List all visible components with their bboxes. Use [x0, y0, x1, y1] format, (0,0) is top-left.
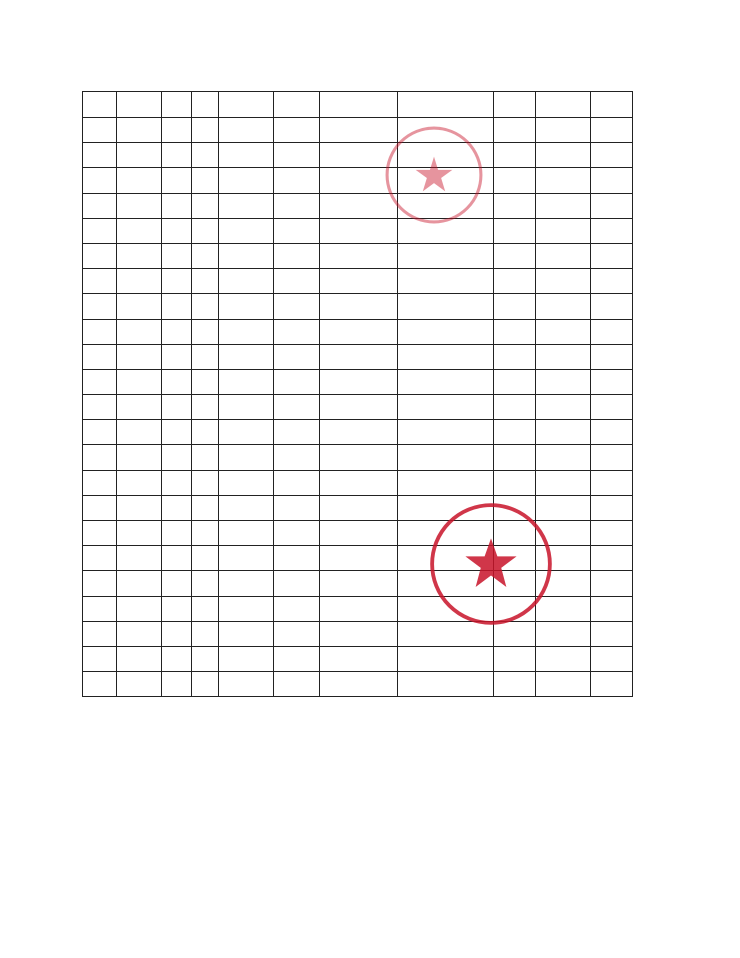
- table-row: [83, 118, 633, 143]
- table-cell: [494, 193, 536, 218]
- table-cell: [274, 470, 320, 495]
- table-cell: [536, 193, 591, 218]
- table-cell: [494, 646, 536, 671]
- column-header: [192, 92, 219, 118]
- table-cell: [536, 571, 591, 596]
- table-cell: [274, 621, 320, 646]
- table-cell: [536, 168, 591, 193]
- table-cell: [494, 344, 536, 369]
- table-cell: [83, 445, 117, 470]
- table-cell: [219, 571, 274, 596]
- table-cell: [494, 369, 536, 394]
- table-header-row: [83, 92, 633, 118]
- table-row: [83, 546, 633, 571]
- table-cell: [162, 294, 192, 319]
- table-cell: [117, 319, 162, 344]
- table-cell: [192, 369, 219, 394]
- table-cell: [83, 596, 117, 621]
- table-cell: [398, 672, 494, 697]
- table-cell: [117, 521, 162, 546]
- table-cell: [83, 495, 117, 520]
- table-cell: [494, 445, 536, 470]
- table-row: [83, 495, 633, 520]
- table-cell: [162, 369, 192, 394]
- table-cell: [398, 571, 494, 596]
- table-cell: [219, 218, 274, 243]
- table-cell: [83, 369, 117, 394]
- table-cell: [219, 621, 274, 646]
- table-cell: [162, 193, 192, 218]
- table-cell: [83, 546, 117, 571]
- table-cell: [320, 521, 398, 546]
- table-cell: [494, 319, 536, 344]
- table-cell: [274, 546, 320, 571]
- table-cell: [117, 571, 162, 596]
- table-row: [83, 646, 633, 671]
- table-cell: [536, 395, 591, 420]
- table-cell: [83, 470, 117, 495]
- table-cell: [536, 118, 591, 143]
- table-cell: [591, 218, 633, 243]
- table-cell: [494, 118, 536, 143]
- table-cell: [274, 521, 320, 546]
- table-cell: [320, 445, 398, 470]
- table-cell: [536, 344, 591, 369]
- table-cell: [274, 395, 320, 420]
- table-cell: [219, 495, 274, 520]
- table-cell: [591, 143, 633, 168]
- table-cell: [398, 319, 494, 344]
- table-cell: [83, 143, 117, 168]
- table-cell: [162, 395, 192, 420]
- table-cell: [192, 395, 219, 420]
- table-cell: [494, 420, 536, 445]
- table-cell: [117, 243, 162, 268]
- table-cell: [162, 420, 192, 445]
- table-cell: [591, 672, 633, 697]
- table-cell: [494, 571, 536, 596]
- table-cell: [117, 118, 162, 143]
- table-cell: [494, 596, 536, 621]
- table-cell: [398, 218, 494, 243]
- table-cell: [536, 369, 591, 394]
- table-cell: [320, 621, 398, 646]
- table-cell: [320, 395, 398, 420]
- table-cell: [274, 269, 320, 294]
- table-cell: [591, 395, 633, 420]
- table-cell: [274, 646, 320, 671]
- table-cell: [162, 596, 192, 621]
- table-cell: [536, 672, 591, 697]
- table-cell: [320, 596, 398, 621]
- table-row: [83, 193, 633, 218]
- table-cell: [162, 445, 192, 470]
- table-cell: [320, 470, 398, 495]
- table-cell: [320, 344, 398, 369]
- table-cell: [274, 294, 320, 319]
- table-cell: [274, 168, 320, 193]
- table-cell: [274, 143, 320, 168]
- table-cell: [192, 269, 219, 294]
- table-cell: [117, 546, 162, 571]
- price-table: [82, 91, 633, 697]
- table-row: [83, 168, 633, 193]
- table-cell: [162, 521, 192, 546]
- table-cell: [398, 118, 494, 143]
- column-header: [274, 92, 320, 118]
- table-cell: [162, 319, 192, 344]
- table-cell: [117, 369, 162, 394]
- table-cell: [591, 470, 633, 495]
- table-cell: [398, 294, 494, 319]
- table-cell: [192, 243, 219, 268]
- table-cell: [117, 193, 162, 218]
- table-cell: [320, 546, 398, 571]
- table-cell: [398, 646, 494, 671]
- table-row: [83, 420, 633, 445]
- table-cell: [494, 243, 536, 268]
- table-cell: [398, 193, 494, 218]
- table-cell: [398, 344, 494, 369]
- table-cell: [192, 445, 219, 470]
- table-cell: [83, 395, 117, 420]
- table-cell: [162, 646, 192, 671]
- table-cell: [591, 193, 633, 218]
- table-cell: [192, 420, 219, 445]
- table-row: [83, 445, 633, 470]
- table-cell: [591, 571, 633, 596]
- table-cell: [536, 546, 591, 571]
- table-cell: [320, 193, 398, 218]
- table-cell: [398, 168, 494, 193]
- table-cell: [83, 118, 117, 143]
- table-cell: [162, 571, 192, 596]
- table-cell: [83, 646, 117, 671]
- table-cell: [398, 546, 494, 571]
- table-cell: [192, 546, 219, 571]
- table-cell: [494, 672, 536, 697]
- table-cell: [83, 420, 117, 445]
- table-cell: [320, 420, 398, 445]
- table-cell: [192, 621, 219, 646]
- table-cell: [398, 445, 494, 470]
- table-cell: [162, 470, 192, 495]
- table-cell: [162, 621, 192, 646]
- table-cell: [274, 243, 320, 268]
- table-cell: [219, 445, 274, 470]
- table-cell: [117, 420, 162, 445]
- table-cell: [591, 168, 633, 193]
- table-cell: [320, 672, 398, 697]
- table-cell: [320, 269, 398, 294]
- column-header: [536, 92, 591, 118]
- table-cell: [162, 118, 192, 143]
- table-row: [83, 369, 633, 394]
- table-cell: [117, 218, 162, 243]
- column-header: [591, 92, 633, 118]
- table-cell: [494, 470, 536, 495]
- table-cell: [320, 243, 398, 268]
- table-cell: [494, 168, 536, 193]
- table-cell: [83, 344, 117, 369]
- table-cell: [162, 168, 192, 193]
- table-cell: [591, 344, 633, 369]
- table-cell: [219, 470, 274, 495]
- table-cell: [320, 143, 398, 168]
- table-cell: [274, 672, 320, 697]
- table-cell: [320, 118, 398, 143]
- table-cell: [536, 646, 591, 671]
- table-cell: [320, 319, 398, 344]
- table-cell: [117, 495, 162, 520]
- table-cell: [274, 571, 320, 596]
- table-cell: [83, 243, 117, 268]
- column-header: [320, 92, 398, 118]
- table-cell: [117, 294, 162, 319]
- table-cell: [274, 495, 320, 520]
- table-cell: [192, 168, 219, 193]
- table-cell: [274, 344, 320, 369]
- table-cell: [320, 495, 398, 520]
- table-cell: [117, 470, 162, 495]
- table-cell: [162, 672, 192, 697]
- table-cell: [83, 319, 117, 344]
- table-cell: [117, 344, 162, 369]
- table-cell: [320, 646, 398, 671]
- table-cell: [320, 294, 398, 319]
- table-cell: [219, 269, 274, 294]
- table-cell: [274, 369, 320, 394]
- table-cell: [398, 521, 494, 546]
- table-cell: [494, 621, 536, 646]
- table-cell: [591, 445, 633, 470]
- table-row: [83, 521, 633, 546]
- table-cell: [192, 495, 219, 520]
- table-cell: [219, 521, 274, 546]
- table-cell: [83, 269, 117, 294]
- table-cell: [219, 319, 274, 344]
- table-cell: [536, 143, 591, 168]
- table-cell: [117, 395, 162, 420]
- table-cell: [591, 269, 633, 294]
- table-cell: [591, 546, 633, 571]
- table-cell: [117, 269, 162, 294]
- table-cell: [536, 470, 591, 495]
- table-cell: [591, 294, 633, 319]
- table-cell: [219, 646, 274, 671]
- table-cell: [494, 495, 536, 520]
- column-header: [117, 92, 162, 118]
- table-cell: [320, 168, 398, 193]
- table-cell: [219, 672, 274, 697]
- table-row: [83, 319, 633, 344]
- table-cell: [219, 118, 274, 143]
- table-cell: [536, 319, 591, 344]
- table-cell: [398, 395, 494, 420]
- table-cell: [536, 420, 591, 445]
- table-cell: [536, 445, 591, 470]
- table-cell: [494, 218, 536, 243]
- table-cell: [274, 420, 320, 445]
- table-body: [83, 118, 633, 697]
- table-cell: [162, 495, 192, 520]
- column-header: [162, 92, 192, 118]
- table-cell: [591, 596, 633, 621]
- table-cell: [274, 596, 320, 621]
- table-cell: [192, 672, 219, 697]
- table-cell: [398, 143, 494, 168]
- table-cell: [398, 369, 494, 394]
- table-cell: [591, 646, 633, 671]
- table-cell: [192, 470, 219, 495]
- table-cell: [591, 319, 633, 344]
- table-row: [83, 269, 633, 294]
- table-cell: [536, 596, 591, 621]
- table-cell: [494, 269, 536, 294]
- table-cell: [192, 596, 219, 621]
- table-cell: [398, 420, 494, 445]
- table-cell: [219, 395, 274, 420]
- table-cell: [192, 294, 219, 319]
- table-cell: [591, 118, 633, 143]
- table-row: [83, 470, 633, 495]
- table-cell: [494, 143, 536, 168]
- table-cell: [192, 521, 219, 546]
- table-cell: [219, 168, 274, 193]
- table-cell: [162, 546, 192, 571]
- table-cell: [117, 646, 162, 671]
- table-cell: [219, 344, 274, 369]
- table-cell: [591, 521, 633, 546]
- table-row: [83, 218, 633, 243]
- table-cell: [274, 218, 320, 243]
- table-row: [83, 672, 633, 697]
- table-cell: [274, 118, 320, 143]
- table-cell: [83, 294, 117, 319]
- table-row: [83, 294, 633, 319]
- column-header: [83, 92, 117, 118]
- table-cell: [117, 621, 162, 646]
- table-cell: [117, 168, 162, 193]
- column-header: [219, 92, 274, 118]
- table-cell: [117, 445, 162, 470]
- table-cell: [274, 319, 320, 344]
- table-cell: [320, 218, 398, 243]
- table-cell: [83, 672, 117, 697]
- table-cell: [219, 420, 274, 445]
- table-row: [83, 243, 633, 268]
- table-cell: [192, 118, 219, 143]
- table-cell: [536, 521, 591, 546]
- table-cell: [494, 395, 536, 420]
- table-cell: [83, 168, 117, 193]
- table-cell: [494, 546, 536, 571]
- table-cell: [536, 218, 591, 243]
- table-cell: [83, 193, 117, 218]
- table-cell: [494, 521, 536, 546]
- table-cell: [591, 621, 633, 646]
- table-cell: [219, 243, 274, 268]
- table-cell: [536, 294, 591, 319]
- table-row: [83, 143, 633, 168]
- table-cell: [219, 143, 274, 168]
- table-cell: [536, 269, 591, 294]
- table-cell: [591, 495, 633, 520]
- table-cell: [117, 672, 162, 697]
- table-cell: [320, 369, 398, 394]
- table-cell: [162, 269, 192, 294]
- column-header: [398, 92, 494, 118]
- table-cell: [398, 470, 494, 495]
- table-cell: [162, 344, 192, 369]
- table-cell: [219, 596, 274, 621]
- table-cell: [162, 243, 192, 268]
- table-cell: [398, 621, 494, 646]
- table-cell: [192, 193, 219, 218]
- table-cell: [192, 218, 219, 243]
- table-cell: [536, 495, 591, 520]
- table-cell: [83, 218, 117, 243]
- table-cell: [83, 521, 117, 546]
- table-cell: [162, 218, 192, 243]
- table-cell: [117, 143, 162, 168]
- table-cell: [219, 294, 274, 319]
- table-cell: [274, 193, 320, 218]
- table-cell: [219, 546, 274, 571]
- table-cell: [192, 319, 219, 344]
- table-cell: [591, 420, 633, 445]
- table-cell: [117, 596, 162, 621]
- table-cell: [398, 495, 494, 520]
- table-cell: [591, 369, 633, 394]
- table-cell: [274, 445, 320, 470]
- column-header: [494, 92, 536, 118]
- table-cell: [536, 621, 591, 646]
- table-cell: [591, 243, 633, 268]
- table-cell: [494, 294, 536, 319]
- table-cell: [219, 193, 274, 218]
- table-cell: [192, 344, 219, 369]
- table-cell: [320, 571, 398, 596]
- table-row: [83, 395, 633, 420]
- table-cell: [192, 571, 219, 596]
- table-cell: [398, 596, 494, 621]
- table-row: [83, 621, 633, 646]
- table-cell: [398, 269, 494, 294]
- table-cell: [83, 621, 117, 646]
- table-cell: [398, 243, 494, 268]
- table-cell: [162, 143, 192, 168]
- table-cell: [83, 571, 117, 596]
- table-cell: [192, 143, 219, 168]
- table-row: [83, 344, 633, 369]
- table-cell: [219, 369, 274, 394]
- table-row: [83, 571, 633, 596]
- table-row: [83, 596, 633, 621]
- table-cell: [536, 243, 591, 268]
- table-cell: [192, 646, 219, 671]
